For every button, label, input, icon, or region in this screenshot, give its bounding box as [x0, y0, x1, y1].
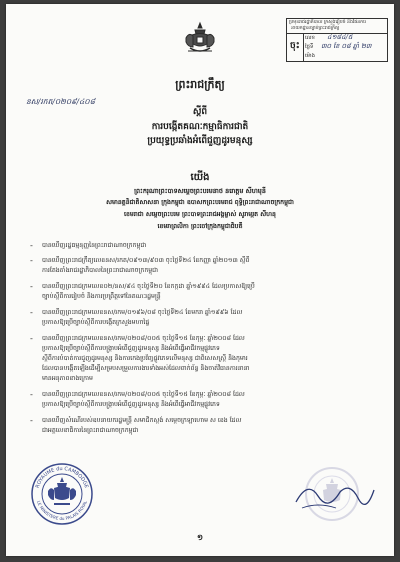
stamp-box-side-label: ចុះ: [290, 41, 300, 51]
title-line-1: ការបង្កើតគណៈកម្មាធិការជាតិ: [151, 122, 249, 132]
preamble-line: បានឃើញព្រះរាជក្រមលេខនស/រកម/០២០៨/០០៥ ចុះថ្ងៃទី១៥ ខែកុម្ភៈ ឆ្នាំ២០០៨ ដែល: [42, 391, 245, 398]
king-title-line-2: សមានគ្គនិជាតិសាសនា ក្រុងកម្ពុជា ឧបាសកព្រះបរមរាជ ពុទ្ធិព្រះរាជាណាចក្រកម្ពុជា: [106, 199, 294, 206]
preamble-line: បានឃើញព្រះរាជក្រឹត្យលេខនស/រកត/០៩១៣/៩០៣ ចុះថ្ងៃទី២៤ ខែកញ្ញា ឆ្នាំ២០១៣ ស្តីពី: [42, 257, 250, 264]
stamp-box-time-label: ម៉ោង: [305, 53, 315, 59]
king-title-line-3: ខេមរាជា សម្តេចព្រះបរម ព្រះបាទព្រះរាជអង្គម្ចាស់ សូរាមរ្កត សីហនុ: [124, 211, 276, 218]
receipt-stamp-box: [286, 18, 388, 62]
preamble-line: បានឃើញព្រះរាជក្រមលេខនស/រកម/០១៩៦/០៨ ចុះថ្ងៃទី២៤ ខែមករា ឆ្នាំ១៩៩៦ ដែល: [42, 309, 243, 316]
stamp-box-line1: ប្រមុខរាជរដ្ឋាភិបាល ក្រសួងរៀបចំ និងផែនការ: [289, 20, 367, 25]
document-page: ប្រមុខរាជរដ្ឋាភិបាល ក្រសួងរៀបចំ និងផែនការ នាយកដ្ឋានច្បាប់ព្រះរាជក្រឹត្យ ចុះ លេខ ៤១៨៤/៥ ថ្ងៃទី ៣០ ខែ ០៨ ឆ្នាំ ២៣ ម៉ោង ព្រះរាជក្រឹត្យ នស/រកត/០២០៩/៤០៨ ស្តីពី ការបង្កើតគណៈកម្មាធិការជាតិ ប្រយុទ្ធប្រឆាំងអំពើជួញដូរមនុស្ស យើង ព្រះករុណាព្រះបាទសម្តេចព្រះបរមនាថ នរោត្តម សីហមុនី សមានគ្គនិជាតិសាសនា ក្រុងកម្ពុជា ឧបាសកព្រះបរមរាជ ពុទ្ធិព្រះរាជាណាចក្រកម្ពុជា ខេមរាជា សម្តេចព្រះបរម ព្រះបាទព្រះរាជអង្គម្ចាស់ សូរាមរ្កត សីហនុ ខេមរាព្រលិកា ព្រះចៅក្រុងកម្ពុជាធិបតី - បានឃើញរដ្ឋធម្មនុញ្ញនៃព្រះរាជាណាចក្រកម្ពុជា - បានឃើញព្រះរាជក្រឹត្យលេខនស/រកត/០៩១៣/៩០៣ ចុះថ្ងៃទី២៤ ខែកញ្ញា ឆ្នាំ២០១៣ ស្តីពី ការតែងតាំងរាជរដ្ឋាភិបាលនៃព្រះរាជាណាចក្រកម្ពុជា - បានឃើញព្រះរាជក្រមលេខ០២/នស/៩៤ ចុះថ្ងៃទី២០ ខែកក្កដា ឆ្នាំ១៩៩៤ ដែលប្រកាសឱ្យប្រើ ច្បាប់ស្តីពីការរៀបចំ និងការប្រព្រឹត្តទៅនៃគណៈរដ្ឋមន្ត្រី - បានឃើញព្រះរាជក្រមលេខនស/រកម/០១៩៦/០៨ ចុះថ្ងៃទី២៤ ខែមករា ឆ្នាំ១៩៩៦ ដែល ប្រកាសឱ្យប្រើច្បាប់ស្តីពីការបង្កើតក្រសួងមហាផ្ទៃ - បានឃើញព្រះរាជក្រមលេខនស/រកម/០២០៨/០០៥ ចុះថ្ងៃទី១៥ ខែកុម្ភៈ ឆ្នាំ២០០៨ ដែល ប្រកាសឱ្យប្រើច្បាប់ស្តីពីការបង្ក្រាបអំពើជួញដូរមនុស្ស និងអំពើធ្វើអាជីវកម្មផ្លូវភេទ ស្តីពីការបំបាត់ការជួញដូរមនុស្ស និងការកេងប្រវ័ញ្ចផ្លូវភេទលើមនុស្ស ជាពិសេសស្ត្រី និងកុមារ ដែលបានបង្កើតឡើងដើម្បីសម្របសម្រួលការងារទាំងអស់ដែលពាក់ព័ន្ធ និងចាត់វិធានការនានា មានអនុភាពខាងក្រោម - បានឃើញព្រះរាជក្រមលេខនស/រកម/០២០៨/០០៥ ចុះថ្ងៃទី១៥ ខែកុម្ភៈ ឆ្នាំ២០០៨ ដែល ប្រកាសឱ្យប្រើច្បាប់ស្តីពីការបង្ក្រាបអំពើជួញដូរមនុស្ស និងអំពើធ្វើអាជីវកម្មផ្លូវភេទ - បានឃើញសំណើរបស់ឧបនាយករដ្ឋមន្ត្រី សមាជិកស្ដង់ សម្តេចក្រឡាហោម ស ខេង ដែល ជាអគ្គលេខាធិការនៃព្រះរាជាណាចក្រកម្ពុជា ROYAUME du CAMBODGE LE MINISTERE du PALAIS ROYAL ១: [6, 4, 394, 556]
seal-text-bottom: LE MINISTERE du PALAIS ROYAL: [36, 500, 88, 522]
preamble-line: ការតែងតាំងរាជរដ្ឋាភិបាលនៃព្រះរាជាណាចក្រកម្ពុជា: [42, 267, 159, 274]
stamp-box-date-label: ថ្ងៃទី: [305, 44, 314, 50]
royal-palace-seal-icon: [30, 462, 94, 526]
preamble-line: ស្តីពីការបំបាត់ការជួញដូរមនុស្ស និងការកេងប្រវ័ញ្ចផ្លូវភេទលើមនុស្ស ជាពិសេសស្ត្រី និងកុមារ: [42, 355, 248, 362]
seal-text-top: ROYAUME du CAMBODGE: [34, 465, 90, 489]
royal-we-heading: យើង: [190, 172, 210, 183]
subject-label: ស្តីពី: [192, 107, 208, 117]
preamble-line: បានឃើញសំណើរបស់ឧបនាយករដ្ឋមន្ត្រី សមាជិកស្ដង់ សម្តេចក្រឡាហោម ស ខេង ដែល: [42, 417, 242, 424]
doc-number: នស/រកត/០២០៩/៤០៨: [26, 97, 95, 106]
royal-crest-icon: [180, 20, 220, 60]
preamble-line: មានអនុភាពខាងក្រោម: [42, 375, 93, 382]
king-title-line-4: ខេមរាព្រលិកា ព្រះចៅក្រុងកម្ពុជាធិបតី: [157, 223, 243, 230]
stamp-box-number-value: ៤១៨៤/៥: [327, 33, 353, 41]
king-title-line-1: ព្រះករុណាព្រះបាទសម្តេចព្រះបរមនាថ នរោត្តម សីហមុនី: [134, 187, 266, 195]
preamble-line: ប្រកាសឱ្យប្រើច្បាប់ស្តីពីការបង្ក្រាបអំពើជួញដូរមនុស្ស និងអំពើធ្វើអាជីវកម្មផ្លូវភេទ: [42, 401, 220, 408]
stamp-box-line2: នាយកដ្ឋានច្បាប់ព្រះរាជក្រឹត្យ: [291, 26, 340, 31]
preamble-line: បានឃើញរដ្ឋធម្មនុញ្ញនៃព្រះរាជាណាចក្រកម្ពុជា: [42, 242, 147, 249]
preamble-line: ច្បាប់ស្តីពីការរៀបចំ និងការប្រព្រឹត្តទៅនៃគណៈរដ្ឋមន្ត្រី: [42, 293, 161, 300]
preamble-line: បានឃើញព្រះរាជក្រមលេខ០២/នស/៩៤ ចុះថ្ងៃទី២០ ខែកក្កដា ឆ្នាំ១៩៩៤ ដែលប្រកាសឱ្យប្រើ: [42, 283, 255, 290]
title-line-2: ប្រយុទ្ធប្រឆាំងអំពើជួញដូរមនុស្ស: [147, 136, 253, 146]
page-number: ១: [196, 533, 204, 542]
doc-type-heading: ព្រះរាជក្រឹត្យ: [175, 78, 225, 91]
preamble-line: ប្រកាសឱ្យប្រើច្បាប់ស្តីពីការបង្កើតក្រសួងមហាផ្ទៃ: [42, 319, 150, 326]
stamp-box-date-value: ៣០ ខែ ០៨ ឆ្នាំ ២៣: [321, 42, 372, 50]
preamble-line: ប្រកាសឱ្យប្រើច្បាប់ស្តីពីការបង្ក្រាបអំពើជួញដូរមនុស្ស និងអំពើធ្វើអាជីវកម្មផ្លូវភេទ: [42, 345, 220, 352]
royal-seal-signature-icon: [288, 462, 378, 526]
preamble-line: បានឃើញព្រះរាជក្រមលេខនស/រកម/០២០៨/០០៥ ចុះថ្ងៃទី១៥ ខែកុម្ភៈ ឆ្នាំ២០០៨ ដែល: [42, 335, 245, 342]
preamble-line: ដែលបានបង្កើតឡើងដើម្បីសម្របសម្រួលការងារទាំងអស់ដែលពាក់ព័ន្ធ និងចាត់វិធានការនានា: [42, 365, 250, 372]
stamp-box-number-label: លេខ: [305, 35, 315, 41]
preamble-line: ជាអគ្គលេខាធិការនៃព្រះរាជាណាចក្រកម្ពុជា: [42, 427, 139, 434]
